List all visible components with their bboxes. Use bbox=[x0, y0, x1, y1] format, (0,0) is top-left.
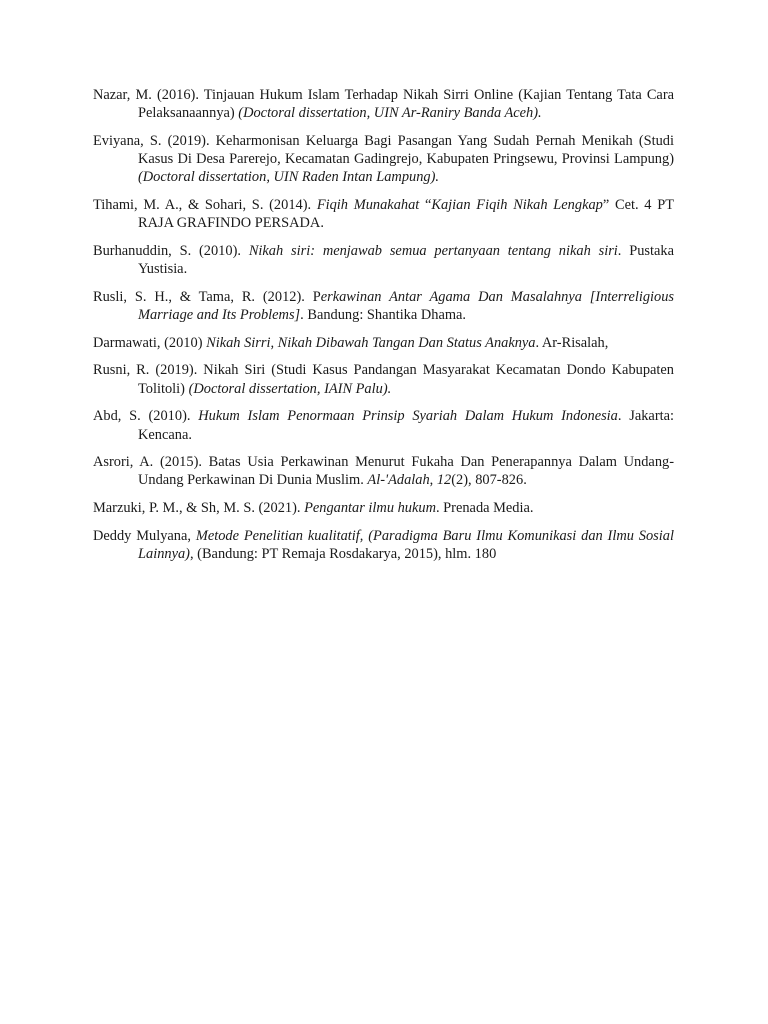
reference-text: Asrori, A. (2015). Batas Usia Perkawinan Menurut Fukaha Dan Penerapannya Dalam Undang-Undang Perkawinan Di Dunia Muslim. bbox=[93, 454, 674, 489]
reference-entry bbox=[93, 334, 674, 352]
reference-text: , bbox=[429, 472, 437, 489]
reference-entry bbox=[93, 196, 674, 232]
reference-text: , (Bandung: PT Remaja Rosdakarya, 2015), hlm. 180 bbox=[189, 546, 497, 563]
reference-list bbox=[93, 86, 674, 573]
reference-italic-text: Fiqih Munakahat bbox=[316, 197, 420, 214]
reference-text: Tihami, M. A., & Sohari, S. (2014). bbox=[93, 197, 317, 214]
reference-text: Darmawati, (2010) bbox=[93, 334, 207, 351]
reference-text: Deddy Mulyana, bbox=[93, 527, 196, 544]
reference-entry bbox=[93, 407, 674, 443]
reference-entry bbox=[93, 361, 674, 397]
reference-entry bbox=[93, 527, 674, 563]
reference-text: Nazar, M. (2016). Tinjauan Hukum Islam Terhadap Nikah Sirri Online (Kajian Tentang Tata Cara Pelaksanaannya) bbox=[93, 87, 674, 122]
reference-entry bbox=[93, 132, 674, 187]
reference-entry bbox=[93, 242, 674, 278]
reference-text: . Jakarta: Kencana. bbox=[138, 408, 674, 443]
reference-text: Marzuki, P. M., & Sh, M. S. (2021). bbox=[93, 500, 305, 517]
reference-italic-text: Metode Penelitian kualitatif, (Paradigma Baru Ilmu Komunikasi dan Ilmu Sosial Lainnya) bbox=[138, 527, 674, 563]
reference-text: ” Cet. 4 PT RAJA GRAFINDO PERSADA. bbox=[138, 197, 674, 232]
reference-italic-text: Kajian Fiqih Nikah Lengkap bbox=[431, 197, 603, 214]
reference-text: Burhanuddin, S. (2010). bbox=[93, 242, 249, 259]
reference-text: “ bbox=[419, 197, 432, 214]
reference-italic-text: (Doctoral dissertation, UIN Ar-Raniry Banda Aceh). bbox=[238, 105, 542, 122]
reference-text: (2), 807-826. bbox=[451, 472, 527, 489]
reference-italic-text: 12 bbox=[436, 472, 452, 489]
reference-text: Rusni, R. (2019). Nikah Siri (Studi Kasus Pandangan Masyarakat Kecamatan Dondo Kabupaten Tolitoli) bbox=[93, 362, 674, 397]
reference-entry bbox=[93, 499, 674, 517]
reference-entry bbox=[93, 288, 674, 324]
reference-italic-text: (Doctoral dissertation, IAIN Palu). bbox=[188, 380, 392, 397]
reference-italic-text: Pengantar ilmu hukum bbox=[304, 500, 436, 517]
reference-text: . Bandung: Shantika Dhama. bbox=[300, 307, 467, 324]
reference-italic-text: erkawinan Antar Agama Dan Masalahnya [Interreligious Marriage and Its Problems] bbox=[138, 288, 675, 324]
reference-entry bbox=[93, 86, 674, 122]
reference-italic-text: Nikah Sirri, Nikah Dibawah Tangan Dan Status Anaknya bbox=[206, 334, 536, 351]
reference-italic-text: (Doctoral dissertation, UIN Raden Intan Lampung). bbox=[138, 169, 439, 186]
reference-italic-text: Hukum Islam Penormaan Prinsip Syariah Dalam Hukum Indonesia bbox=[198, 408, 618, 425]
reference-text: Eviyana, S. (2019). Keharmonisan Keluarga Bagi Pasangan Yang Sudah Pernah Menikah (Studi Kasus Di Desa Parerejo, Kecamatan Gadingrejo, Kabupaten Pringsewu, Provinsi Lampung) bbox=[93, 132, 674, 168]
reference-italic-text: Al-'Adalah bbox=[367, 472, 430, 489]
reference-text: . Pustaka Yustisia. bbox=[138, 242, 674, 278]
reference-italic-text: Nikah siri: menjawab semua pertanyaan tentang nikah siri bbox=[248, 242, 618, 259]
reference-text: . Ar-Risalah, bbox=[535, 334, 609, 351]
reference-text: Abd, S. (2010). bbox=[93, 408, 199, 425]
reference-text: Rusli, S. H., & Tama, R. (2012). P bbox=[93, 288, 321, 305]
reference-text: . Prenada Media. bbox=[435, 500, 534, 517]
reference-entry bbox=[93, 453, 674, 489]
